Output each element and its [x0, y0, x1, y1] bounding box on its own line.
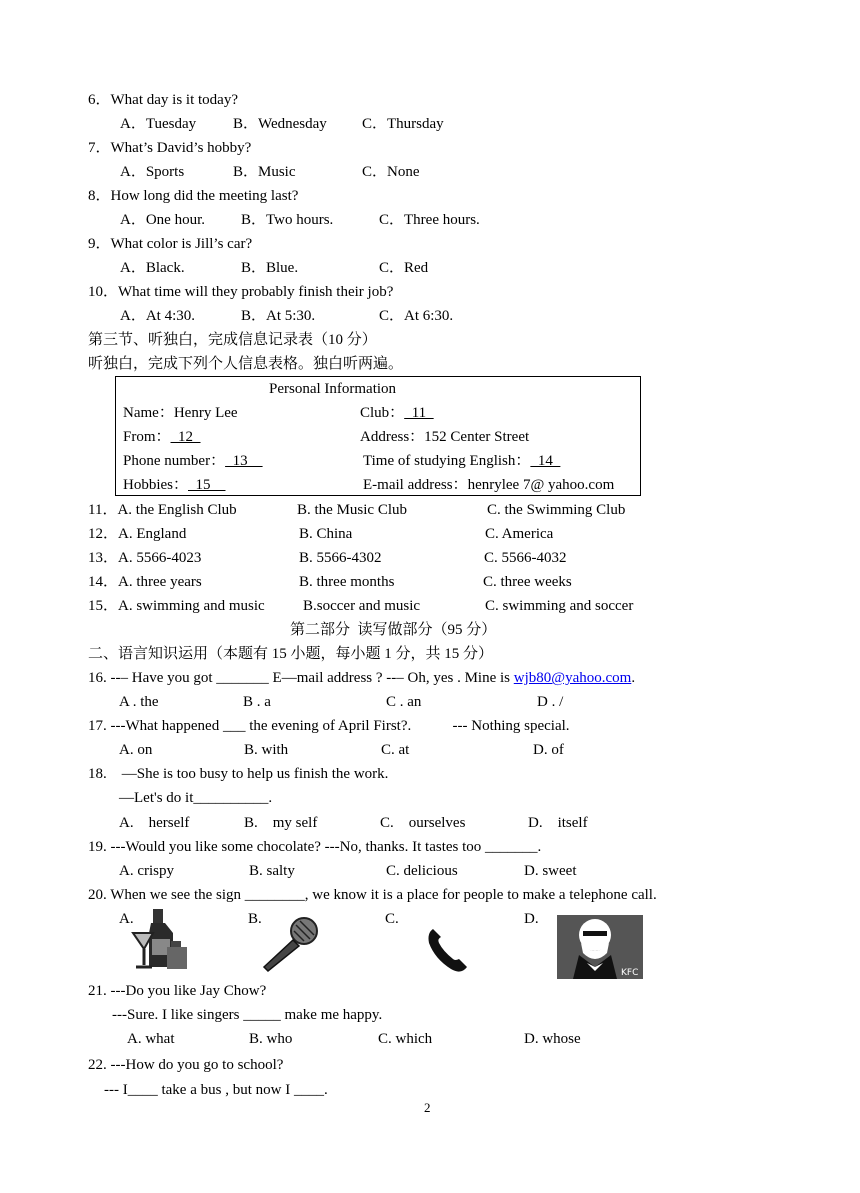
option: A . the [119, 694, 159, 710]
option: C. [385, 911, 399, 927]
option: C. swimming and soccer [485, 598, 634, 614]
option: C. which [378, 1031, 433, 1047]
email-link[interactable]: wjb80@yahoo.com [513, 670, 632, 686]
option: C．Thursday [362, 116, 444, 132]
option: C . an [386, 694, 422, 710]
question-16: 16. --– Have you got _______ E—mail address ? --– Oh, yes . Mine is wjb80@yahoo.com. [88, 670, 636, 686]
option: A. what [127, 1031, 175, 1047]
option: B．At 5:30. [241, 308, 316, 324]
option: C. 5566-4032 [484, 550, 567, 566]
option: B．Two hours. [241, 212, 334, 228]
section-3-title: 第三节、听独白，完成信息记录表（10 分） [88, 332, 377, 348]
question-9: 9．What color is Jill’s car? [88, 236, 253, 252]
option: A. herself [119, 815, 190, 831]
option: C. delicious [386, 863, 458, 879]
option: B．Wednesday [233, 116, 327, 132]
option: D. whose [524, 1031, 581, 1047]
blank-15: 15 [188, 477, 226, 493]
option: B. China [299, 526, 353, 542]
kfc-logo-icon [557, 915, 643, 979]
option: A．Tuesday [120, 116, 197, 132]
question-15: 15．A. swimming and music [88, 598, 265, 614]
info-name: Name：Henry Lee [123, 405, 238, 421]
blank-13: 13 [225, 453, 263, 469]
question-22: 22. ---How do you go to school? [88, 1057, 284, 1073]
question-7: 7．What’s David’s hobby? [88, 140, 252, 156]
question-13: 13．A. 5566-4023 [88, 550, 202, 566]
option: C．None [362, 164, 420, 180]
question-6: 6．What day is it today? [88, 92, 238, 108]
option: C. ourselves [380, 815, 466, 831]
option: D. itself [528, 815, 588, 831]
option: D. of [533, 742, 564, 758]
question-21-reply: ---Sure. I like singers _____ make me happy. [112, 1007, 383, 1023]
option: B. the Music Club [297, 502, 408, 518]
part-2-title: 第二部分 读写做部分（95 分） [290, 622, 497, 638]
option: C．At 6:30. [379, 308, 454, 324]
option: C. three weeks [483, 574, 572, 590]
question-21: 21. ---Do you like Jay Chow? [88, 983, 267, 999]
info-table-title: Personal Information [269, 381, 397, 397]
option: A．At 4:30. [120, 308, 196, 324]
option: B. salty [249, 863, 295, 879]
option: C．Three hours. [379, 212, 480, 228]
option: D . / [537, 694, 564, 710]
question-8: 8．How long did the meeting last? [88, 188, 299, 204]
option: A．One hour. [120, 212, 205, 228]
question-11: 11．A. the English Club [88, 502, 237, 518]
option: B．Music [233, 164, 296, 180]
option: A．Black. [120, 260, 185, 276]
info-email: E-mail address：henrylee 7@ yahoo.com [363, 477, 615, 493]
option: B. who [249, 1031, 293, 1047]
option: B . a [243, 694, 271, 710]
option: A. [119, 911, 134, 927]
info-address: Address：152 Center Street [360, 429, 530, 445]
option: B. 5566-4302 [299, 550, 382, 566]
page-number: 2 [424, 1100, 431, 1115]
option: A．Sports [120, 164, 185, 180]
question-14: 14．A. three years [88, 574, 202, 590]
blank-11: 11 [404, 405, 434, 421]
question-18-reply: —Let's do it__________. [119, 790, 273, 806]
blank-12: 12 [170, 429, 201, 445]
section-3-instruction: 听独白，完成下列个人信息表格。独白听两遍。 [88, 356, 404, 372]
microphone-icon [258, 915, 322, 975]
info-phone: Phone number： 13 [123, 453, 263, 469]
option: D. [524, 911, 539, 927]
option: A. on [119, 742, 153, 758]
question-17: 17. ---What happened ___ the evening of April First?. --- Nothing special. [88, 718, 570, 734]
option: B. my self [244, 815, 318, 831]
option: D. sweet [524, 863, 577, 879]
option: B. with [244, 742, 289, 758]
question-19: 19. ---Would you like some chocolate? ---No, thanks. It tastes too _______. [88, 839, 542, 855]
question-12: 12．A. England [88, 526, 187, 542]
bottle-glass-icon [127, 907, 191, 971]
option: B. [248, 911, 262, 927]
kfc-text: KFC [621, 968, 639, 978]
info-club: Club： 11 [360, 405, 434, 421]
blank-14: 14 [530, 453, 561, 469]
option: C. at [381, 742, 410, 758]
question-20: 20. When we see the sign ________, we know it is a place for people to make a telephone call. [88, 887, 657, 903]
question-22-reply: --- I____ take a bus , but now I ____. [104, 1082, 328, 1098]
option: C．Red [379, 260, 429, 276]
info-time-studying: Time of studying English： 14 [363, 453, 561, 469]
option: C. America [485, 526, 554, 542]
telephone-icon [425, 925, 471, 975]
option: B.soccer and music [303, 598, 421, 614]
option: B. three months [299, 574, 395, 590]
option: B．Blue. [241, 260, 299, 276]
part-2-section-title: 二、语言知识运用（本题有 15 小题，每小题 1 分，共 15 分） [88, 646, 494, 662]
option: A. crispy [119, 863, 174, 879]
option: C. the Swimming Club [487, 502, 626, 518]
info-hobbies: Hobbies： 15 [123, 477, 226, 493]
info-from: From： 12 [123, 429, 201, 445]
question-10: 10．What time will they probably finish their job? [88, 284, 394, 300]
question-18: 18. —She is too busy to help us finish the work. [88, 766, 389, 782]
